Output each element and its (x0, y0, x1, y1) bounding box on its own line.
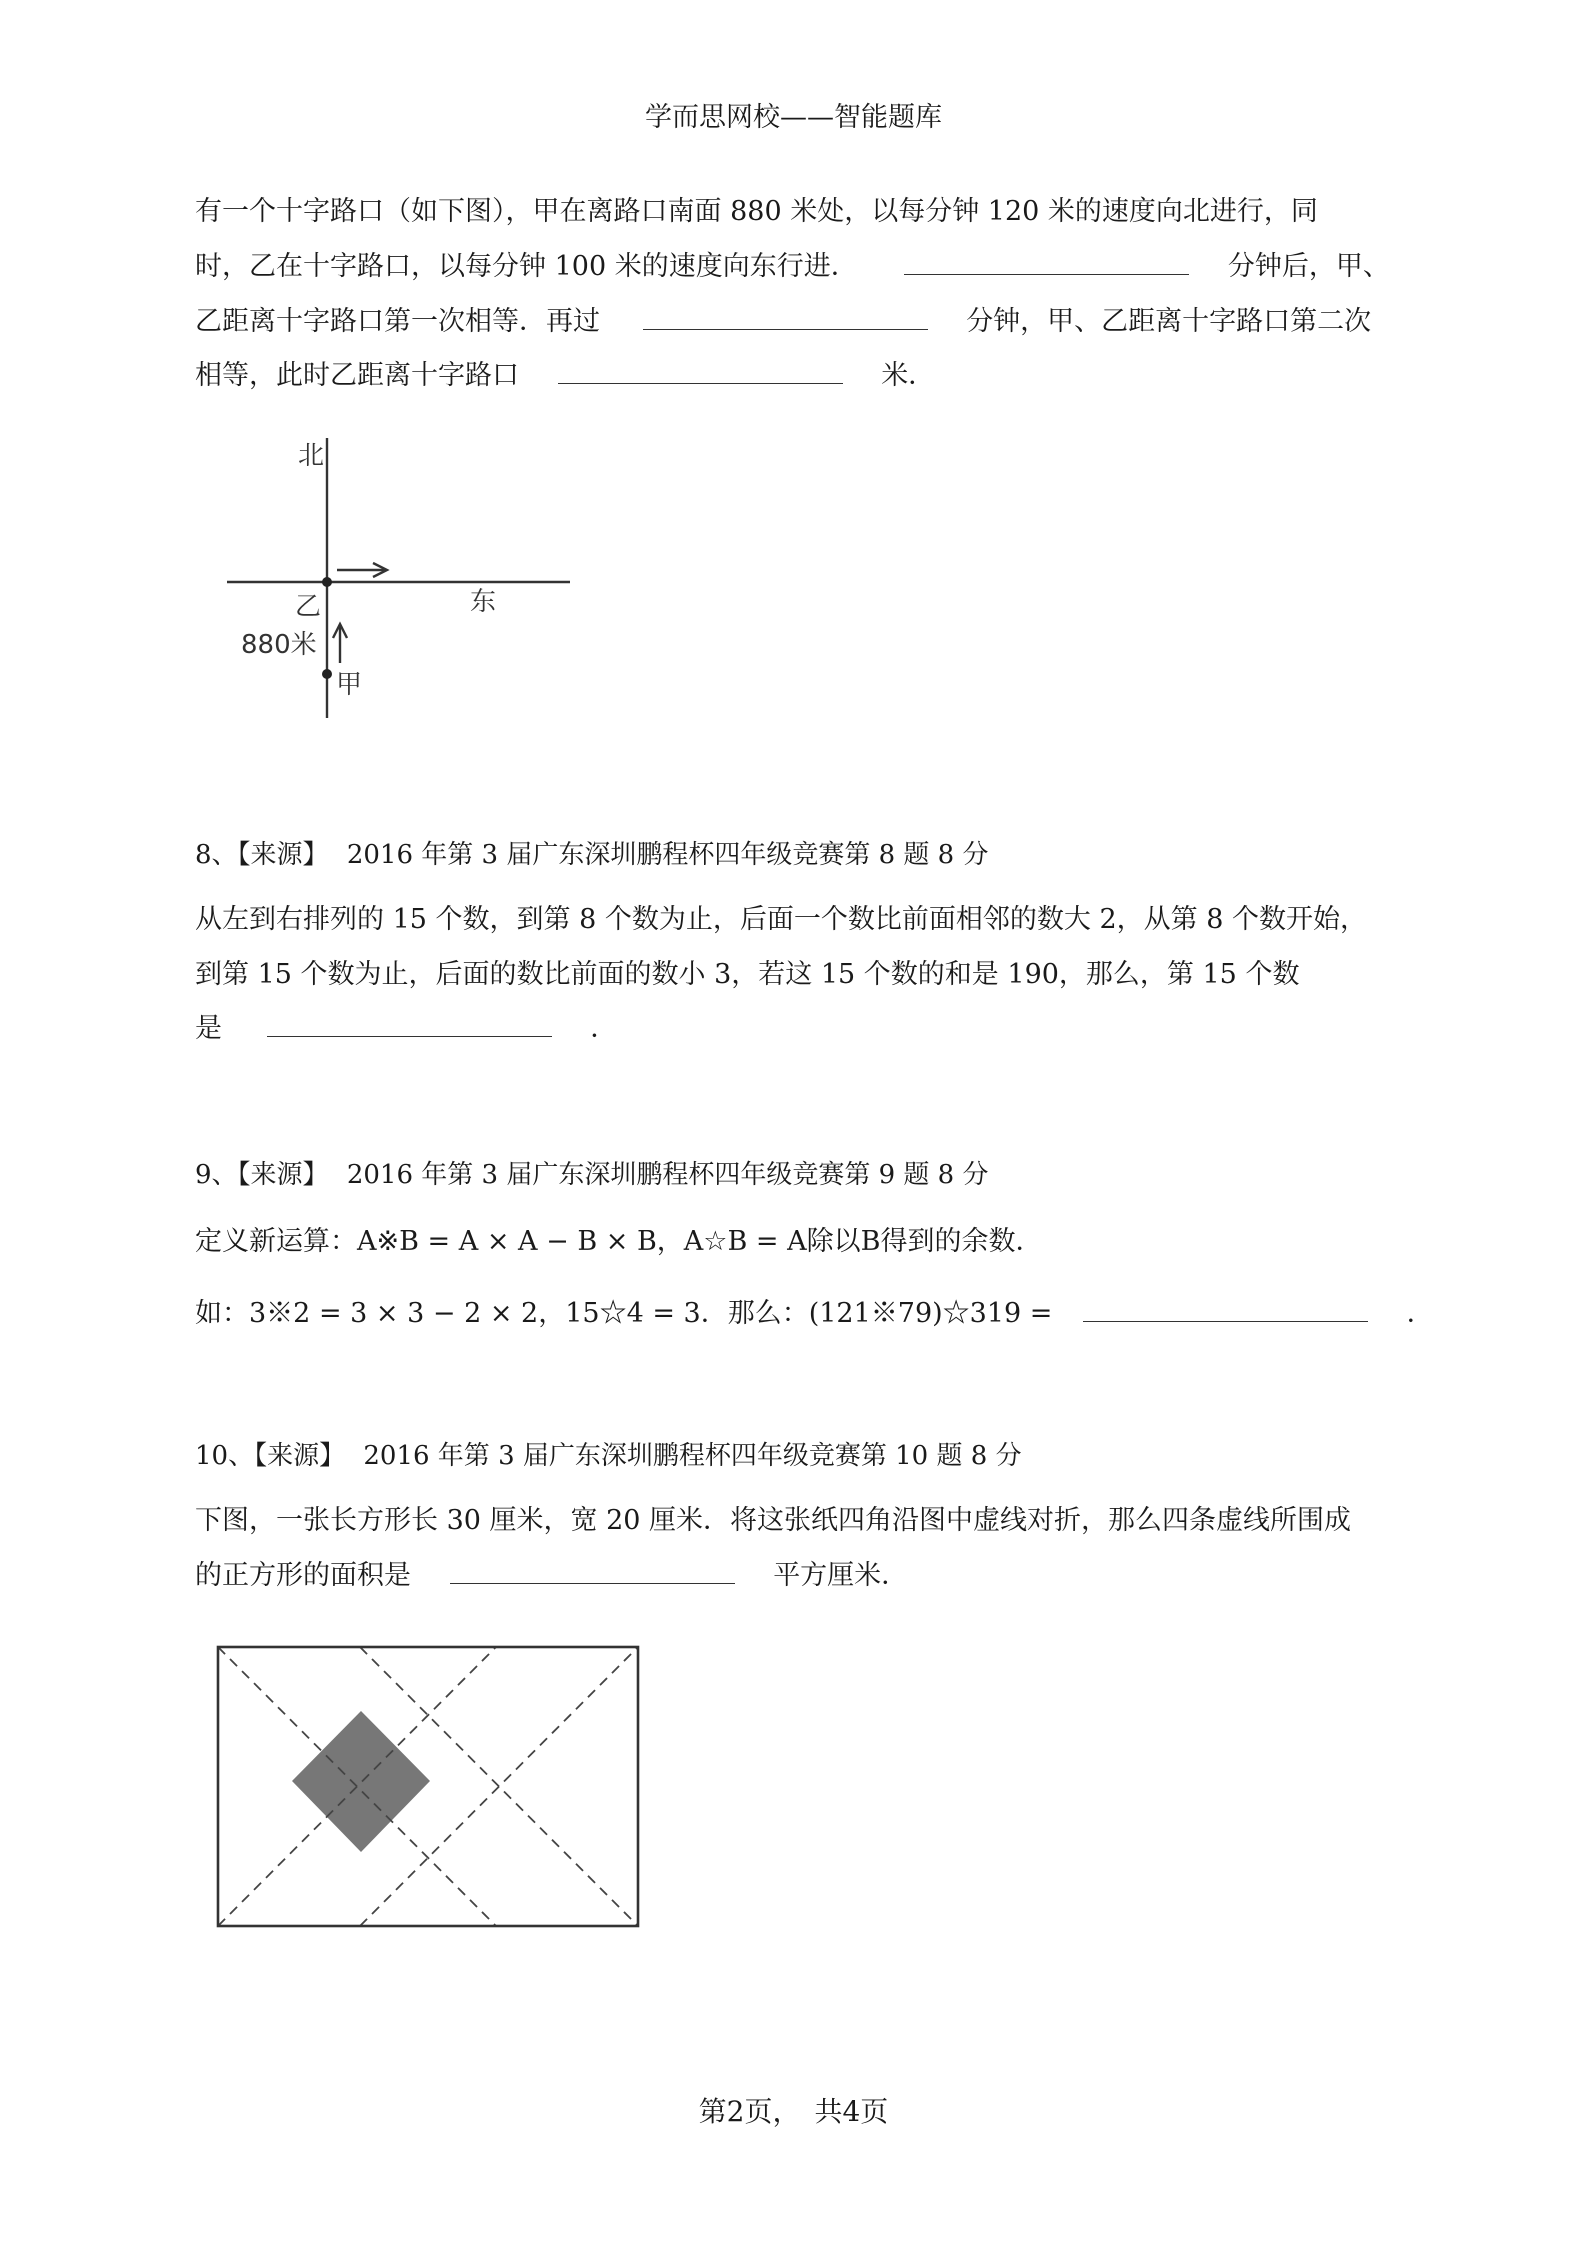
q9-number: 9、 (195, 1160, 238, 1190)
q7-line-4-text: 相等，此时乙距离十字路口 (195, 360, 519, 391)
q10-source: 2016 年第 3 届广东深圳鹏程杯四年级竞赛第 10 题 8 分 (363, 1441, 1022, 1471)
q7-line-2 (195, 247, 1390, 287)
north-arrow-icon (333, 624, 347, 663)
label-north: 北 (298, 441, 325, 471)
q8-answer-blank[interactable] (267, 1012, 552, 1037)
q10-line-1: 下图，一张长方形长 30 厘米，宽 20 厘米．将这张纸四角沿图中虚线对折，那么四条虚线所围成 (195, 1505, 1352, 1536)
label-east: 东 (470, 587, 497, 617)
label-jia: 甲 (336, 670, 363, 700)
q7-answer-blank-2[interactable] (643, 305, 928, 330)
q10-line-2-tail: 平方厘米． (773, 1560, 909, 1591)
q9-answer-blank[interactable] (1083, 1297, 1368, 1322)
q7-line-4 (195, 356, 935, 396)
q8-line-1: 从左到右排列的 15 个数，到第 8 个数为止，后面一个数比前面相邻的数大 2，从第 8 个数开始， (195, 904, 1367, 935)
page-footer: 第2页， 共4页 (698, 2095, 889, 2128)
q9-line-1: 定义新运算：A※B = A × A − B × B，A☆B = A除以B得到的余数． (195, 1226, 1043, 1257)
q9-line-2 (195, 1294, 1434, 1334)
crossroads-diagram (215, 430, 595, 730)
q8-line-3-tail: ． (590, 1013, 618, 1044)
q7-line-3 (195, 302, 1371, 342)
q10-line-2 (195, 1556, 908, 1596)
q7-line-1: 有一个十字路口（如下图），甲在离路口南面 880 米处，以每分钟 120 米的速度向北进行，同 (195, 196, 1318, 227)
jia-position-dot (322, 669, 332, 679)
q7-answer-blank-1[interactable] (904, 250, 1189, 275)
page-header: 学而思网校——智能题库 (645, 102, 942, 133)
q9-line-2-tail: ． (1406, 1298, 1434, 1329)
q8-line-3 (195, 1009, 617, 1049)
q9-header (195, 1154, 988, 1191)
label-yi: 乙 (295, 592, 322, 622)
fold-lines (218, 1647, 638, 1926)
q8-source-label: 【来源】 (237, 840, 329, 870)
q10-line-2-text: 的正方形的面积是 (195, 1560, 411, 1591)
q7-line-3-text: 乙距离十字路口第一次相等．再过 (195, 306, 600, 337)
q9-line-2-text: 如：3※2 = 3 × 3 − 2 × 2，15☆4 = 3．那么：(121※79)☆319 = (195, 1298, 1053, 1329)
q8-number: 8、 (195, 840, 238, 870)
q10-number: 10、 (195, 1441, 255, 1471)
q10-source-label: 【来源】 (254, 1441, 346, 1471)
folded-rectangle-diagram (213, 1642, 653, 1932)
q7-line-2-tail: 分钟后，甲、 (1227, 251, 1390, 282)
label-distance: 880米 (241, 630, 317, 660)
q10-answer-blank[interactable] (450, 1559, 735, 1584)
q8-header (195, 834, 988, 871)
shaded-square (292, 1711, 430, 1852)
q7-line-2-text: 时，乙在十字路口，以每分钟 100 米的速度向东行进． (195, 251, 858, 282)
q8-source: 2016 年第 3 届广东深圳鹏程杯四年级竞赛第 8 题 8 分 (346, 840, 989, 870)
q7-line-3-tail: 分钟，甲、乙距离十字路口第二次 (966, 306, 1372, 337)
q8-line-2: 到第 15 个数为止，后面的数比前面的数小 3，若这 15 个数的和是 190，那么，第 15 个数 (195, 959, 1300, 990)
q8-line-3-text: 是 (195, 1013, 222, 1044)
q9-source-label: 【来源】 (237, 1160, 329, 1190)
paper-rectangle (218, 1647, 638, 1926)
east-arrow-icon (337, 563, 387, 577)
q9-source: 2016 年第 3 届广东深圳鹏程杯四年级竞赛第 9 题 8 分 (346, 1160, 989, 1190)
yi-position-dot (322, 577, 332, 587)
q10-header (195, 1435, 1022, 1472)
q7-answer-blank-3[interactable] (558, 359, 843, 384)
q7-line-4-tail: 米． (881, 360, 936, 391)
